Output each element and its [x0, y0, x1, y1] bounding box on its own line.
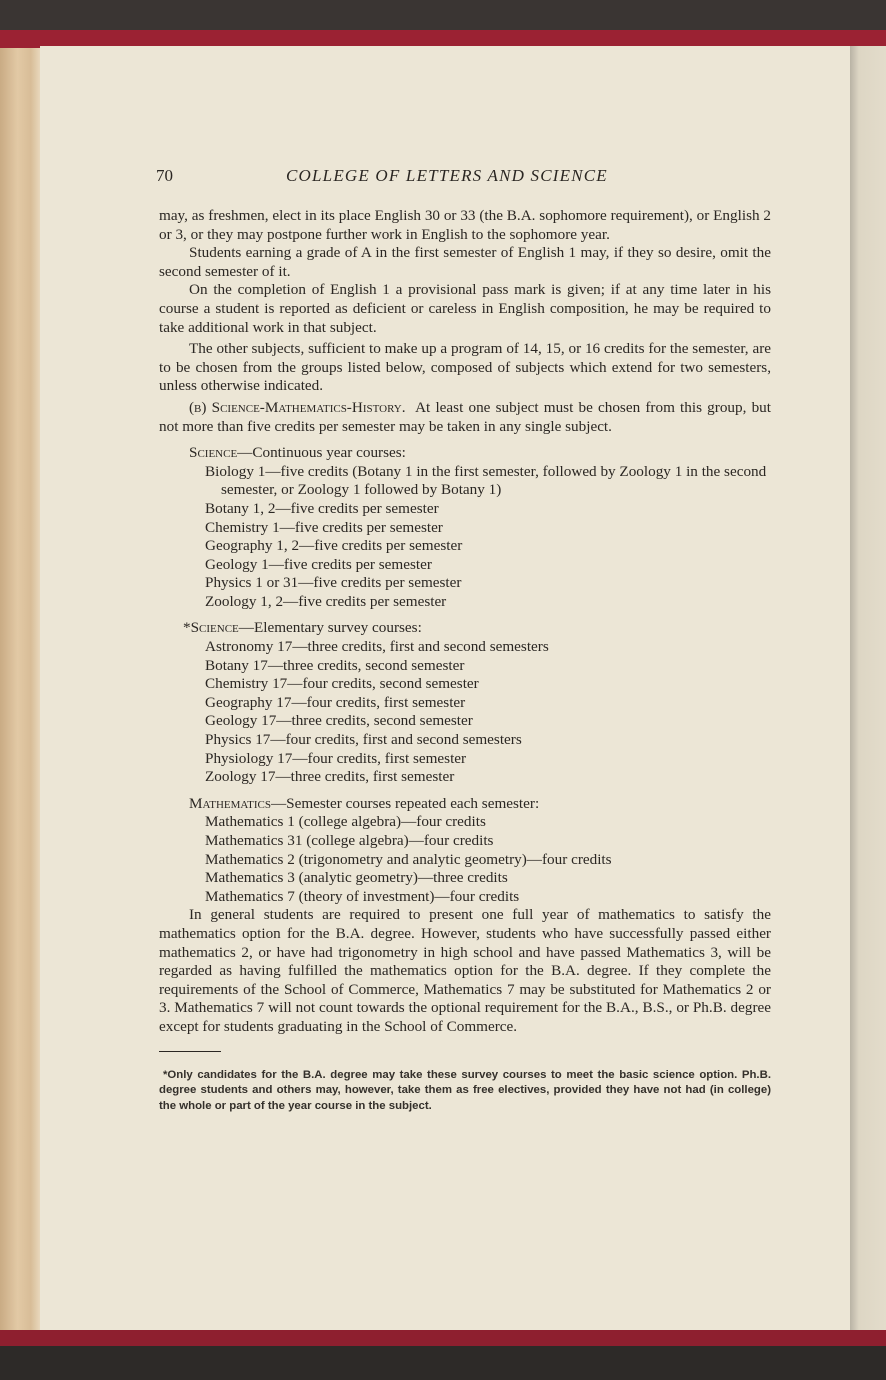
list-item: Astronomy 17—three credits, first and second semesters — [205, 638, 549, 656]
paragraph-english-options: may, as freshmen, elect in its place English 30 or 33 (the B.A. sophomore requirement), or English 2 or 3, or they may postpone further work in English to the sophomore year. — [159, 207, 771, 243]
adjacent-page-edge — [850, 46, 886, 1332]
list-item: Geography 17—four credits, first semester — [205, 693, 466, 711]
scan-background-bottom — [0, 1346, 886, 1380]
page-header — [156, 166, 776, 190]
mathematics-section — [159, 795, 771, 907]
book-binding-bottom — [0, 1330, 886, 1346]
list-item: Botany 17—three credits, second semester — [205, 656, 465, 674]
list-item: Mathematics 2 (trigonometry and analytic geometry)—four credits — [205, 850, 612, 868]
list-item: Mathematics 31 (college algebra)—four credits — [205, 832, 494, 849]
footnote-text: *Only candidates for the B.A. degree may take these survey courses to meet the basic science option. Ph.B. degree students and others may, however, take them as free electives, provided they have not had (in college) the whole or part of the year course in the subject. — [159, 1068, 771, 1112]
list-item: Physiology 17—four credits, first semester — [205, 749, 467, 767]
page-body — [159, 207, 771, 1114]
list-item: Physics 1 or 31—five credits per semester — [205, 574, 462, 592]
list-item: Chemistry 1—five credits per semester — [205, 518, 443, 536]
page-stack-edge — [0, 48, 44, 1332]
list-item: Mathematics 3 (analytic geometry)—three credits — [205, 869, 508, 887]
survey-heading: *Science—Elementary survey courses: — [183, 619, 422, 637]
list-item: Mathematics 7 (theory of investment)—four credits — [205, 887, 520, 905]
paragraph-other-subjects: The other subjects, sufficient to make up a program of 14, 15, or 16 credits for the semester, are to be chosen from the groups listed below, composed of subjects which extend for two semesters, unless otherwise indicated. — [159, 340, 771, 395]
list-item: Geology 17—three credits, second semester — [205, 712, 473, 730]
list-item: Zoology 17—three credits, first semester — [205, 768, 455, 786]
list-item: Geology 1—five credits per semester — [205, 555, 432, 573]
paragraph-grade-a: Students earning a grade of A in the first semester of English 1 may, if they so desire, omit the second semester of it. — [159, 244, 771, 280]
survey-course-list — [205, 638, 771, 787]
scan-background-top — [0, 0, 886, 30]
paragraph-mathematics-option: In general students are required to present one full year of mathematics to satisfy the mathematics option for the B.A. degree. However, students who have successfully passed either mathematics 2, or have had trigonometry in high school and have passed Mathematics 3, will be regarded as having fulfilled the mathematics option for the B.A. degree. If they complete the requirements of the School of Commerce, Mathematics 7 may be substituted for Mathematics 2 or 3. Mathematics 7 will not count towards the optional requirement for the B.A., B.S., or Ph.B. degree except for students graduating in the School of Commerce. — [159, 906, 771, 1035]
list-item: Geography 1, 2—five credits per semester — [205, 537, 463, 555]
paragraph-provisional-pass: On the completion of English 1 a provisional pass mark is given; if at any time later in his course a student is reported as deficient or careless in English composition, he may be required to take additional work in that subject. — [159, 281, 771, 336]
list-item: Physics 17—four credits, first and second semesters — [205, 731, 522, 749]
footnote-divider — [159, 1051, 221, 1052]
running-head: COLLEGE OF LETTERS AND SCIENCE — [286, 166, 608, 185]
list-item: Biology 1—five credits (Botany 1 in the first semester, followed by Zoology 1 in the second semester, or Zoology 1 followed by Botany 1) — [205, 462, 767, 499]
mathematics-course-list — [205, 813, 771, 906]
mathematics-heading: Mathematics—Semester courses repeated each semester: — [189, 794, 540, 812]
paragraph-science-math-history — [159, 399, 771, 436]
survey-section — [159, 619, 771, 786]
science-course-list — [205, 463, 771, 612]
page-number: 70 — [156, 166, 173, 185]
group-label: (b) Science-Mathematics-History. — [189, 398, 406, 416]
science-heading: Science—Continuous year courses: — [189, 444, 406, 462]
science-section — [159, 444, 771, 611]
list-item: Chemistry 17—four credits, second semester — [205, 675, 479, 693]
list-item: Botany 1, 2—five credits per semester — [205, 499, 439, 517]
list-item: Mathematics 1 (college algebra)—four credits — [205, 813, 486, 831]
footnote — [159, 1068, 771, 1115]
group-text: At least one subject must be chosen from this group, but not more than five credits per semester may be taken in any single subject. — [159, 398, 771, 435]
list-item: Zoology 1, 2—five credits per semester — [205, 592, 447, 610]
